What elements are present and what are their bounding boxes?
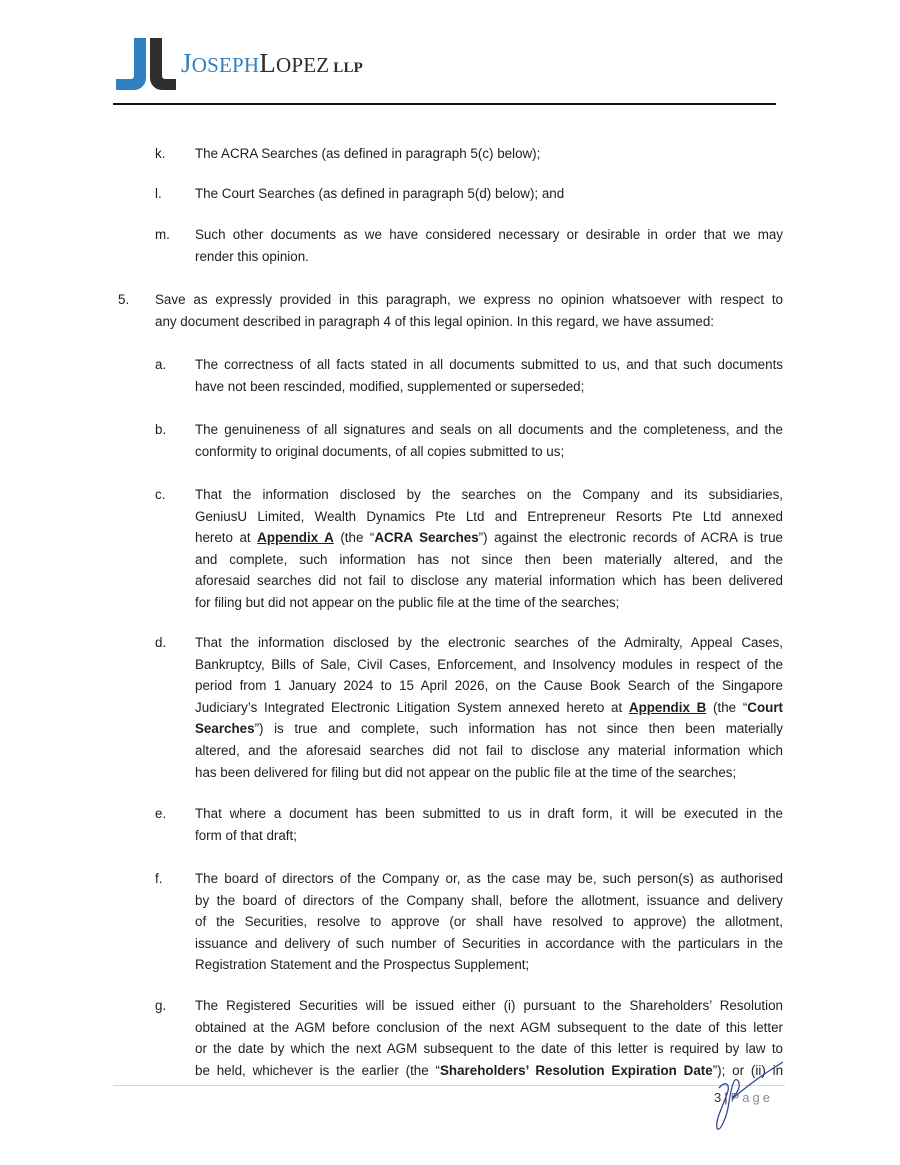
item-label: c. — [155, 487, 166, 502]
item-text: GeniusU Limited, Wealth Dynamics Pte Ltd and Entrepreneur Resorts Pte Ltd annexed — [195, 508, 783, 524]
item-text: render this opinion. — [195, 248, 309, 264]
brand-suffix: LLP — [333, 60, 364, 76]
footer-divider — [113, 1085, 785, 1086]
item-text: conformity to original documents, of all copies submitted to us; — [195, 443, 565, 459]
text-fragment: ”); or (ii) in — [712, 1062, 784, 1078]
firm-logo-icon — [116, 38, 176, 90]
defined-term: Court — [747, 699, 783, 715]
text-fragment: ”) is true and complete, such information has not since then been materially — [254, 721, 783, 737]
item-label: a. — [155, 357, 167, 372]
item-text: form of that draft; — [195, 827, 297, 843]
item-text: obtained at the AGM before conclusion of the next AGM subsequent to the date of this letter — [195, 1019, 783, 1035]
brand-last-rest: OPEZ — [275, 53, 330, 77]
item-text: Registration Statement and the Prospectus Supplement; — [195, 957, 530, 973]
brand-first-rest: OSEPH — [191, 53, 260, 77]
item-text: That where a document has been submitted to us in draft form, it will be executed in the — [195, 806, 783, 821]
brand-first-initial: J — [181, 48, 192, 78]
text-fragment: ”) against the electronic records of ACRA is true — [478, 530, 783, 546]
item-text: by the board of directors of the Company shall, before the allotment, issuance and delivery — [195, 892, 783, 908]
item-text: has been delivered for filing but did not appear on the public file at the time of the searches; — [195, 764, 737, 780]
item-label: d. — [155, 635, 167, 650]
item-text: altered, and the aforesaid searches did not fail to disclose any material information which — [195, 742, 783, 758]
page-word: Page — [730, 1090, 773, 1105]
text-fragment: hereto at — [195, 530, 258, 546]
item-label: f. — [155, 871, 163, 886]
item-text — [195, 718, 783, 740]
text-fragment: (the “ — [706, 699, 748, 715]
item-text: The Registered Securities will be issued either (i) pursuant to the Shareholders’ Resolution — [195, 998, 783, 1013]
appendix-b-link[interactable]: Appendix B — [628, 699, 707, 715]
item-text: The ACRA Searches (as defined in paragraph 5(c) below); — [195, 146, 541, 161]
item-text: for filing but did not appear on the public file at the time of the searches; — [195, 594, 620, 610]
item-text: have not been rescinded, modified, supplemented or superseded; — [195, 378, 585, 394]
item-text: period from 1 January 2024 to 15 April 2026, on the Cause Book Search of the Singapore — [195, 678, 783, 694]
item-text: That the information disclosed by the searches on the Company and its subsidiaries, — [195, 487, 783, 502]
item-label: g. — [155, 998, 167, 1013]
item-text: Bankruptcy, Bills of Sale, Civil Cases, Enforcement, and Insolvency modules in respect of the — [195, 656, 783, 672]
paragraph-text: Save as expressly provided in this paragraph, we express no opinion whatsoever with respect to — [155, 292, 783, 307]
item-text — [195, 697, 783, 719]
item-text: and complete, such information has not since then been materially altered, and the — [195, 551, 783, 567]
page-number-value: 3 — [714, 1090, 722, 1105]
item-text: That the information disclosed by the electronic searches of the Admiralty, Appeal Cases, — [195, 635, 783, 650]
text-fragment: (the “ — [333, 530, 375, 546]
item-text: The correctness of all facts stated in all documents submitted to us, and that such documents — [195, 357, 783, 372]
item-text: The Court Searches (as defined in paragraph 5(d) below); and — [195, 186, 565, 201]
item-text: issuance and delivery of such number of Securities in accordance with the particulars in the — [195, 935, 783, 951]
item-text — [195, 1060, 783, 1082]
item-label: e. — [155, 806, 167, 821]
header-divider — [113, 103, 776, 105]
defined-term: Searches — [195, 721, 255, 737]
item-label: k. — [155, 146, 166, 161]
item-text: The genuineness of all signatures and seals on all documents and the completeness, and the — [195, 422, 783, 437]
item-text: of the Securities, resolve to approve (or shall have resolved to approve) the allotment, — [195, 914, 783, 930]
item-label: m. — [155, 227, 170, 242]
appendix-a-link[interactable]: Appendix A — [257, 530, 334, 546]
paragraph-text: any document described in paragraph 4 of this legal opinion. In this regard, we have assumed: — [155, 313, 715, 329]
item-text: Such other documents as we have considered necessary or desirable in order that we may — [195, 227, 783, 242]
page-separator: | — [724, 1090, 728, 1105]
item-text — [195, 527, 783, 549]
item-label: b. — [155, 422, 167, 437]
defined-term: Shareholders’ Resolution Expiration Date — [440, 1062, 713, 1078]
page-number — [714, 1090, 773, 1105]
item-text: or the date by which the next AGM subsequent to the date of this letter is required by law to — [195, 1041, 783, 1057]
text-fragment: be held, whichever is the earlier (the “ — [195, 1062, 440, 1078]
firm-name — [181, 50, 363, 77]
text-fragment: Judiciary’s Integrated Electronic Litigation System annexed hereto at — [195, 699, 629, 715]
paragraph-number: 5. — [118, 292, 130, 307]
item-text: aforesaid searches did not fail to disclose any material information which has been delivered — [195, 573, 783, 589]
item-label: l. — [155, 186, 162, 201]
defined-term: ACRA Searches — [374, 530, 479, 546]
brand-last-initial: L — [259, 48, 276, 78]
item-text: The board of directors of the Company or, as the case may be, such person(s) as authorised — [195, 871, 783, 886]
